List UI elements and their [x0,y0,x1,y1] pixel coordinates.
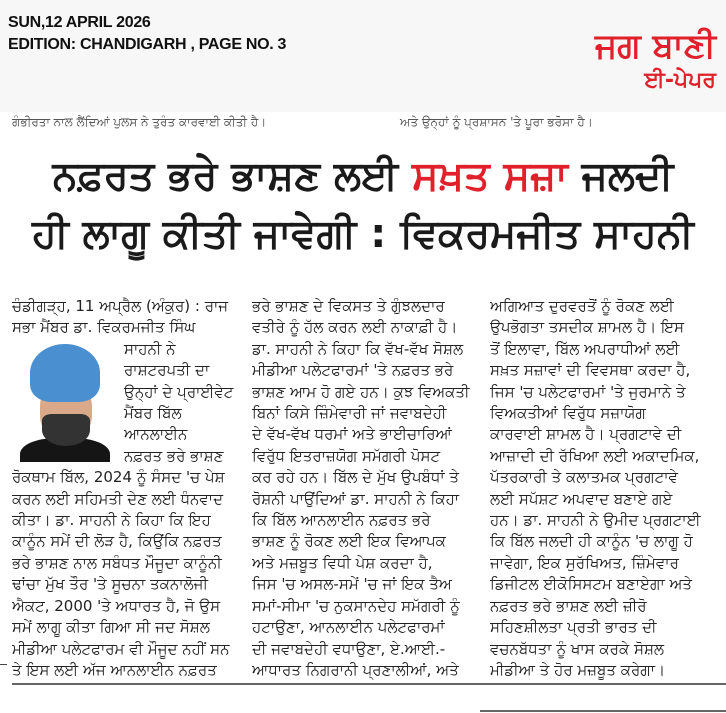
article-line: ਸਮੇਂ ਲਾਗੂ ਕੀਤਾ ਗਿਆ ਸੀ ਜਦ ਸੋਸ਼ਲ [12,618,210,637]
headline-line-2: ਹੀ ਲਾਗੂ ਕੀਤੀ ਜਾਵੇਗੀ : ਵਿਕਰਮਜੀਤ ਸਾਹਨੀ [32,211,694,257]
headline-text: ਜਲਦੀ [567,153,674,199]
article-line: ਜਿਸ 'ਚ ਅਸਲ-ਸਮੇਂ 'ਚ ਜਾਂ ਇਕ ਤੈਅ [252,575,452,594]
article-line: ਆਜ਼ਾਦੀ ਦੀ ਰੱਖਿਆ ਲਈ ਅਕਾਦਮਿਕ, [490,446,700,465]
bottom-divider [12,683,726,685]
article-line: ਐਕਟ, 2000 'ਤੇ ਅਧਾਰਤ ਹੈ, ਜੋ ਉਸ [12,596,221,615]
article-line: ਕਾਨੂੰਨ ਸਮੇਂ ਦੀ ਲੋੜ ਹੈ, ਕਿਉਂਕਿ ਨਫ਼ਰਤ [12,532,222,551]
article-line: ਅਤੇ ਮਜ਼ਬੂਤ ਵਿਧੀ ਪੇਸ਼ ਕਰਦਾ ਹੈ, [252,553,433,572]
article-line: ਤੇ ਇਸ ਲਈ ਅੱਜ ਆਨਲਾਈਨ ਨਫ਼ਰਤ [12,660,217,679]
article-line: ਹਟਾਉਣਾ, ਆਨਲਾਈਨ ਪਲੇਟਫਾਰਮਾਂ [252,618,445,637]
article-line: ਵਿਅਕਤੀਆਂ ਵਿਰੁੱਧ ਸਜ਼ਾਯੋਗ [490,404,646,423]
article-line: ਵਤੀਰੇ ਨੂੰ ਹੱਲ ਕਰਨ ਲਈ ਨਾਕਾਫ਼ੀ ਹੈ। [252,318,458,337]
article-line: ਰੋਸ਼ਨੀ ਪਾਉਂਦਿਆਂ ਡਾ. ਸਾਹਨੀ ਨੇ ਕਿਹਾ [252,489,460,508]
article-line: ਬਿਨਾਂ ਕਿਸੇ ਜ਼ਿੰਮੇਵਾਰੀ ਜਾਂ ਜਵਾਬਦੇਹੀ [252,404,447,423]
article-line: ਜਾਵੇਗਾ, ਇਕ ਸੁਰੱਖਿਅਤ, ਜ਼ਿੰਮੇਵਾਰ [490,553,679,572]
column-marker [0,664,7,665]
article-line: ਮੀਡੀਆ ਤੇ ਹੋਰ ਮਜ਼ਬੂਤ ਕਰੇਗਾ। [490,660,666,679]
article-line: ਭਾਸ਼ਣ ਨੂੰ ਰੋਕਣ ਲਈ ਇਕ ਵਿਆਪਕ [252,532,446,551]
article-line: ਅਗਿਆਤ ਦੁਰਵਰਤੋਂ ਨੂੰ ਰੋਕਣ ਲਈ [490,297,674,315]
edition-info: EDITION: CHANDIGARH , PAGE NO. 3 [8,36,287,53]
article-line: ਕੀਤਾ। ਡਾ. ਸਾਹਨੀ ਨੇ ਕਿਹਾ ਕਿ ਇਹ [12,511,211,530]
article-line: ਸਖ਼ਤ ਸਜ਼ਾਵਾਂ ਦੀ ਵਿਵਸਥਾ ਕਰਦਾ ਹੈ, [490,361,691,380]
article-line: ਪੱਤਰਕਾਰੀ ਤੇ ਕਲਾਤਮਕ ਪ੍ਰਗਟਾਵੇ [490,468,678,487]
article-line: ਹਨ। ਡਾ. ਸਾਹਨੀ ਨੇ ਉਮੀਦ ਪ੍ਰਗਟਾਈ [490,511,701,530]
article-line: ਜਿਸ 'ਚ ਪਲੇਟਫਾਰਮਾਂ 'ਤੇ ਜੁਰਮਾਨੇ ਤੇ [490,382,686,401]
article-line: ਮੀਡੀਆ ਪਲੇਟਫਾਰਮ ਵੀ ਮੌਜੂਦ ਨਹੀਂ ਸਨ [12,639,230,658]
article-line: ਸਹਿਣਸ਼ੀਲਤਾ ਪ੍ਰਤੀ ਭਾਰਤ ਦੀ [490,618,657,637]
article-line: ਲਈ ਸਪੱਸ਼ਟ ਅਪਵਾਦ ਬਣਾਏ ਗਏ [490,489,673,508]
logo-name: ਜਗ ਬਾਣੀ [594,26,716,66]
article-line: ਦੇ ਵੱਖ-ਵੱਖ ਧਰਮਾਂ ਅਤੇ ਭਾਈਚਾਰਿਆਂ [252,425,452,444]
headline-text: ਨਫ਼ਰਤ ਭਰੇ ਭਾਸ਼ਣ ਲਈ [52,153,413,199]
article-line: ਡਾ. ਸਾਹਨੀ ਨੇ ਕਿਹਾ ਕਿ ਵੱਖ-ਵੱਖ ਸੋਸ਼ਲ [252,339,464,358]
article-line: ਉਪਭੋਗਤਾ ਤਸਦੀਕ ਸ਼ਾਮਲ ਹੈ। ਇਸ [490,318,685,337]
edition-date: SUN,12 APRIL 2026 [8,14,151,31]
article-column-1 [12,296,244,681]
article-line: ਸਾਹਨੀ ਨੇ [124,339,176,358]
article-line: ਆਧਾਰਤ ਨਿਗਰਾਨੀ ਪ੍ਰਣਾਲੀਆਂ, ਅਤੇ [252,660,459,679]
article-line: ਸਮਾਂ-ਸੀਮਾ 'ਚ ਨੁਕਸਾਨਦੇਹ ਸਮੱਗਰੀ ਨੂੰ [252,596,460,615]
article-line: ਡਿਜੀਟਲ ਈਕੋਸਿਸਟਮ ਬਣਾਏਗਾ ਅਤੇ [490,575,693,594]
article-line: ਭਰੇ ਭਾਸ਼ਣ ਦੇ ਵਿਕਸਤ ਤੇ ਗੁੰਝਲਦਾਰ [252,297,445,315]
article-line: ਭਰੇ ਭਾਸ਼ਣ ਨਾਲ ਸਬੰਧਤ ਮੌਜੂਦਾ ਕਾਨੂੰਨੀ [12,553,222,572]
article-line: ਢਾਂਚਾ ਮੁੱਖ ਤੌਰ 'ਤੇ ਸੂਚਨਾ ਤਕਨਾਲੋਜੀ [12,575,208,594]
bottom-divider-2 [480,710,726,712]
article-line: ਨਫ਼ਰਤ ਭਰੇ ਭਾਸ਼ਣ ਲਈ ਜ਼ੀਰੋ [490,596,647,615]
article-line: ਕਰਨ ਲਈ ਸਹਿਮਤੀ ਦੇਣ ਲਈ ਧੰਨਵਾਦ [12,489,224,508]
article-line: ਦੀ ਜਵਾਬਦੇਹੀ ਵਧਾਉਣਾ, ਏ.ਆਈ.- [252,639,446,658]
article-line: ਕਰ ਰਹੇ ਹਨ। ਬਿੱਲ ਦੇ ਮੁੱਖ ਉਪਬੰਧਾਂ ਤੇ [252,468,459,487]
article-line: ਤੋਂ ਇਲਾਵਾ, ਬਿੱਲ ਅਪਰਾਧੀਆਂ ਲਈ [490,339,680,358]
article-line: ਰਾਸ਼ਟਰਪਤੀ ਦਾ [124,361,210,380]
article-line: ਕਾਰਵਾਈ ਸ਼ਾਮਲ ਹੈ। ਪ੍ਰਗਟਾਵੇ ਦੀ [490,425,682,444]
article-line: ਉਨ੍ਹਾਂ ਦੇ ਪ੍ਰਾਈਵੇਟ [124,382,234,401]
article-line: ਕਿ ਬਿੱਲ ਜਲਦੀ ਹੀ ਕਾਨੂੰਨ 'ਚ ਲਾਗੂ ਹੋ [490,532,693,551]
logo-subtitle: ਈ-ਪੇਪਰ [644,68,716,93]
article-line: ਚੰਡੀਗੜ੍ਹ, 11 ਅਪ੍ਰੈਲ (ਅੰਕੁਰ) : ਰਾਜ [12,297,229,315]
headline-highlight: ਸਖ਼ਤ ਸਜ਼ਾ [412,153,568,199]
previous-article-tail-left: ਗੰਭੀਰਤਾ ਨਾਲ ਲੈਂਦਿਆਂ ਪੁਲਸ ਨੇ ਤੁਰੰਤ ਕਾਰਵਾਈ ਕੀਤੀ ਹੈ। [12,115,267,129]
newspaper-logo [595,26,716,96]
article-line: ਰੋਕਥਾਮ ਬਿੱਲ, 2024 ਨੂੰ ਸੰਸਦ 'ਚ ਪੇਸ਼ [12,468,225,487]
article-line: ਕਿ ਬਿੱਲ ਆਨਲਾਈਨ ਨਫ਼ਰਤ ਭਰੇ [252,511,431,530]
headline-line-1 [0,150,726,202]
article-column-3 [490,296,722,681]
article-line: ਸਭਾ ਮੈਂਬਰ ਡਾ. ਵਿਕਰਮਜੀਤ ਸਿੰਘ [12,318,196,337]
article-line: ਨਫ਼ਰਤ ਭਰੇ ਭਾਸ਼ਣ [124,446,224,465]
article-line: ਮੀਡੀਆ ਪਲੇਟਫਾਰਮਾਂ 'ਤੇ ਨਫ਼ਰਤ ਭਰੇ [252,361,454,380]
article-line: ਵਚਨਬੱਧਤਾ ਨੂੰ ਖਾਸ ਕਰਕੇ ਸੋਸ਼ਲ [490,639,665,658]
previous-article-tail-right: ਅਤੇ ਉਨ੍ਹਾਂ ਨੂੰ ਪ੍ਰਸ਼ਾਸਨ 'ਤੇ ਪੂਰਾ ਭਰੋਸਾ ਹੈ। [400,115,593,129]
article-line: ਵਿਰੁੱਧ ਇਤਰਾਜ਼ਯੋਗ ਸਮੱਗਰੀ ਪੋਸਟ [252,446,441,465]
article-line: ਮੈਂਬਰ ਬਿੱਲ [124,404,182,423]
article-column-2 [252,296,484,681]
article-line: ਆਨਲਾਈਨ [124,425,188,444]
article-line: ਭਾਸ਼ਣ ਆਮ ਹੋ ਗਏ ਹਨ। ਕੁਝ ਵਿਅਕਤੀ [252,382,470,401]
